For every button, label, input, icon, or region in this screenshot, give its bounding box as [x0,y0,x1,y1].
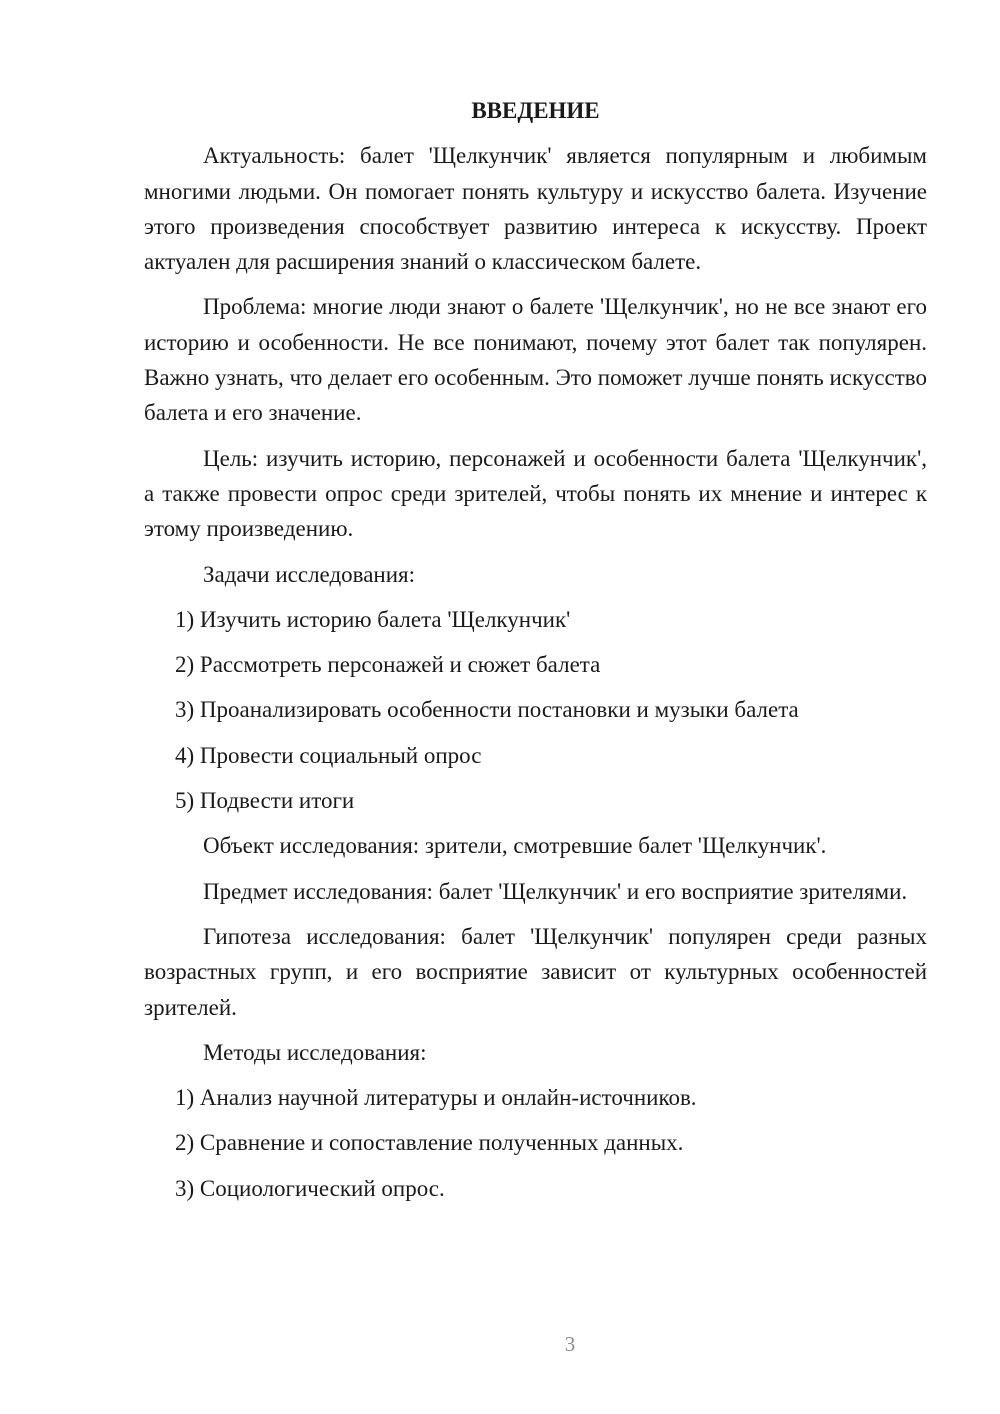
task-item: 2) Рассмотреть персонажей и сюжет балета [175,652,601,678]
hypothesis-paragraph: Гипотеза исследования: балет 'Щелкунчик' популярен среди разных возрастных групп, и его восприятие зависит от культурных особенностей зрителей. [144,923,927,1020]
task-item: 5) Подвести итоги [175,788,355,814]
page-title: ВВЕДЕНИЕ [471,98,600,123]
task-item: 4) Провести социальный опрос [175,742,482,768]
goal-paragraph: Цель: изучить историю, персонажей и особенности балета 'Щелкунчик', а также провести опрос среди зрителей, чтобы понять их мнение и интерес к этому произведению. [144,445,927,542]
document-body [144,93,927,1216]
task-item: 1) Изучить историю балета 'Щелкунчик' [175,606,571,632]
relevance-paragraph: Актуальность: балет 'Щелкунчик' является популярным и любимым многими людьми. Он помогает понять культуру и искусство балета. Изучение этого произведения способствует развитию интереса к искусству. Проект актуален для расширения знаний о классическом балете. [144,143,927,275]
methods-heading: Методы исследования: [203,1039,427,1065]
method-item: 3) Социологический опрос. [175,1175,445,1201]
page-number: 3 [564,1332,576,1356]
tasks-heading: Задачи исследования: [203,561,416,587]
subject-paragraph: Предмет исследования: балет 'Щелкунчик' и его восприятие зрителями. [203,878,908,904]
task-item: 3) Проанализировать особенности постановки и музыки балета [175,697,799,723]
methods-list [144,1080,927,1206]
tasks-list [144,602,927,818]
method-item: 1) Анализ научной литературы и онлайн-источников. [175,1085,697,1111]
method-item: 2) Сравнение и сопоставление полученных данных. [175,1130,684,1156]
problem-paragraph: Проблема: многие люди знают о балете 'Щелкунчик', но не все знают его историю и особенности. Не все понимают, почему этот балет так популярен. Важно узнать, что делает его особенным. Это поможет лучше понять искусство балета и его значение. [144,294,927,426]
object-paragraph: Объект исследования: зрители, смотревшие балет 'Щелкунчик'. [203,833,827,859]
